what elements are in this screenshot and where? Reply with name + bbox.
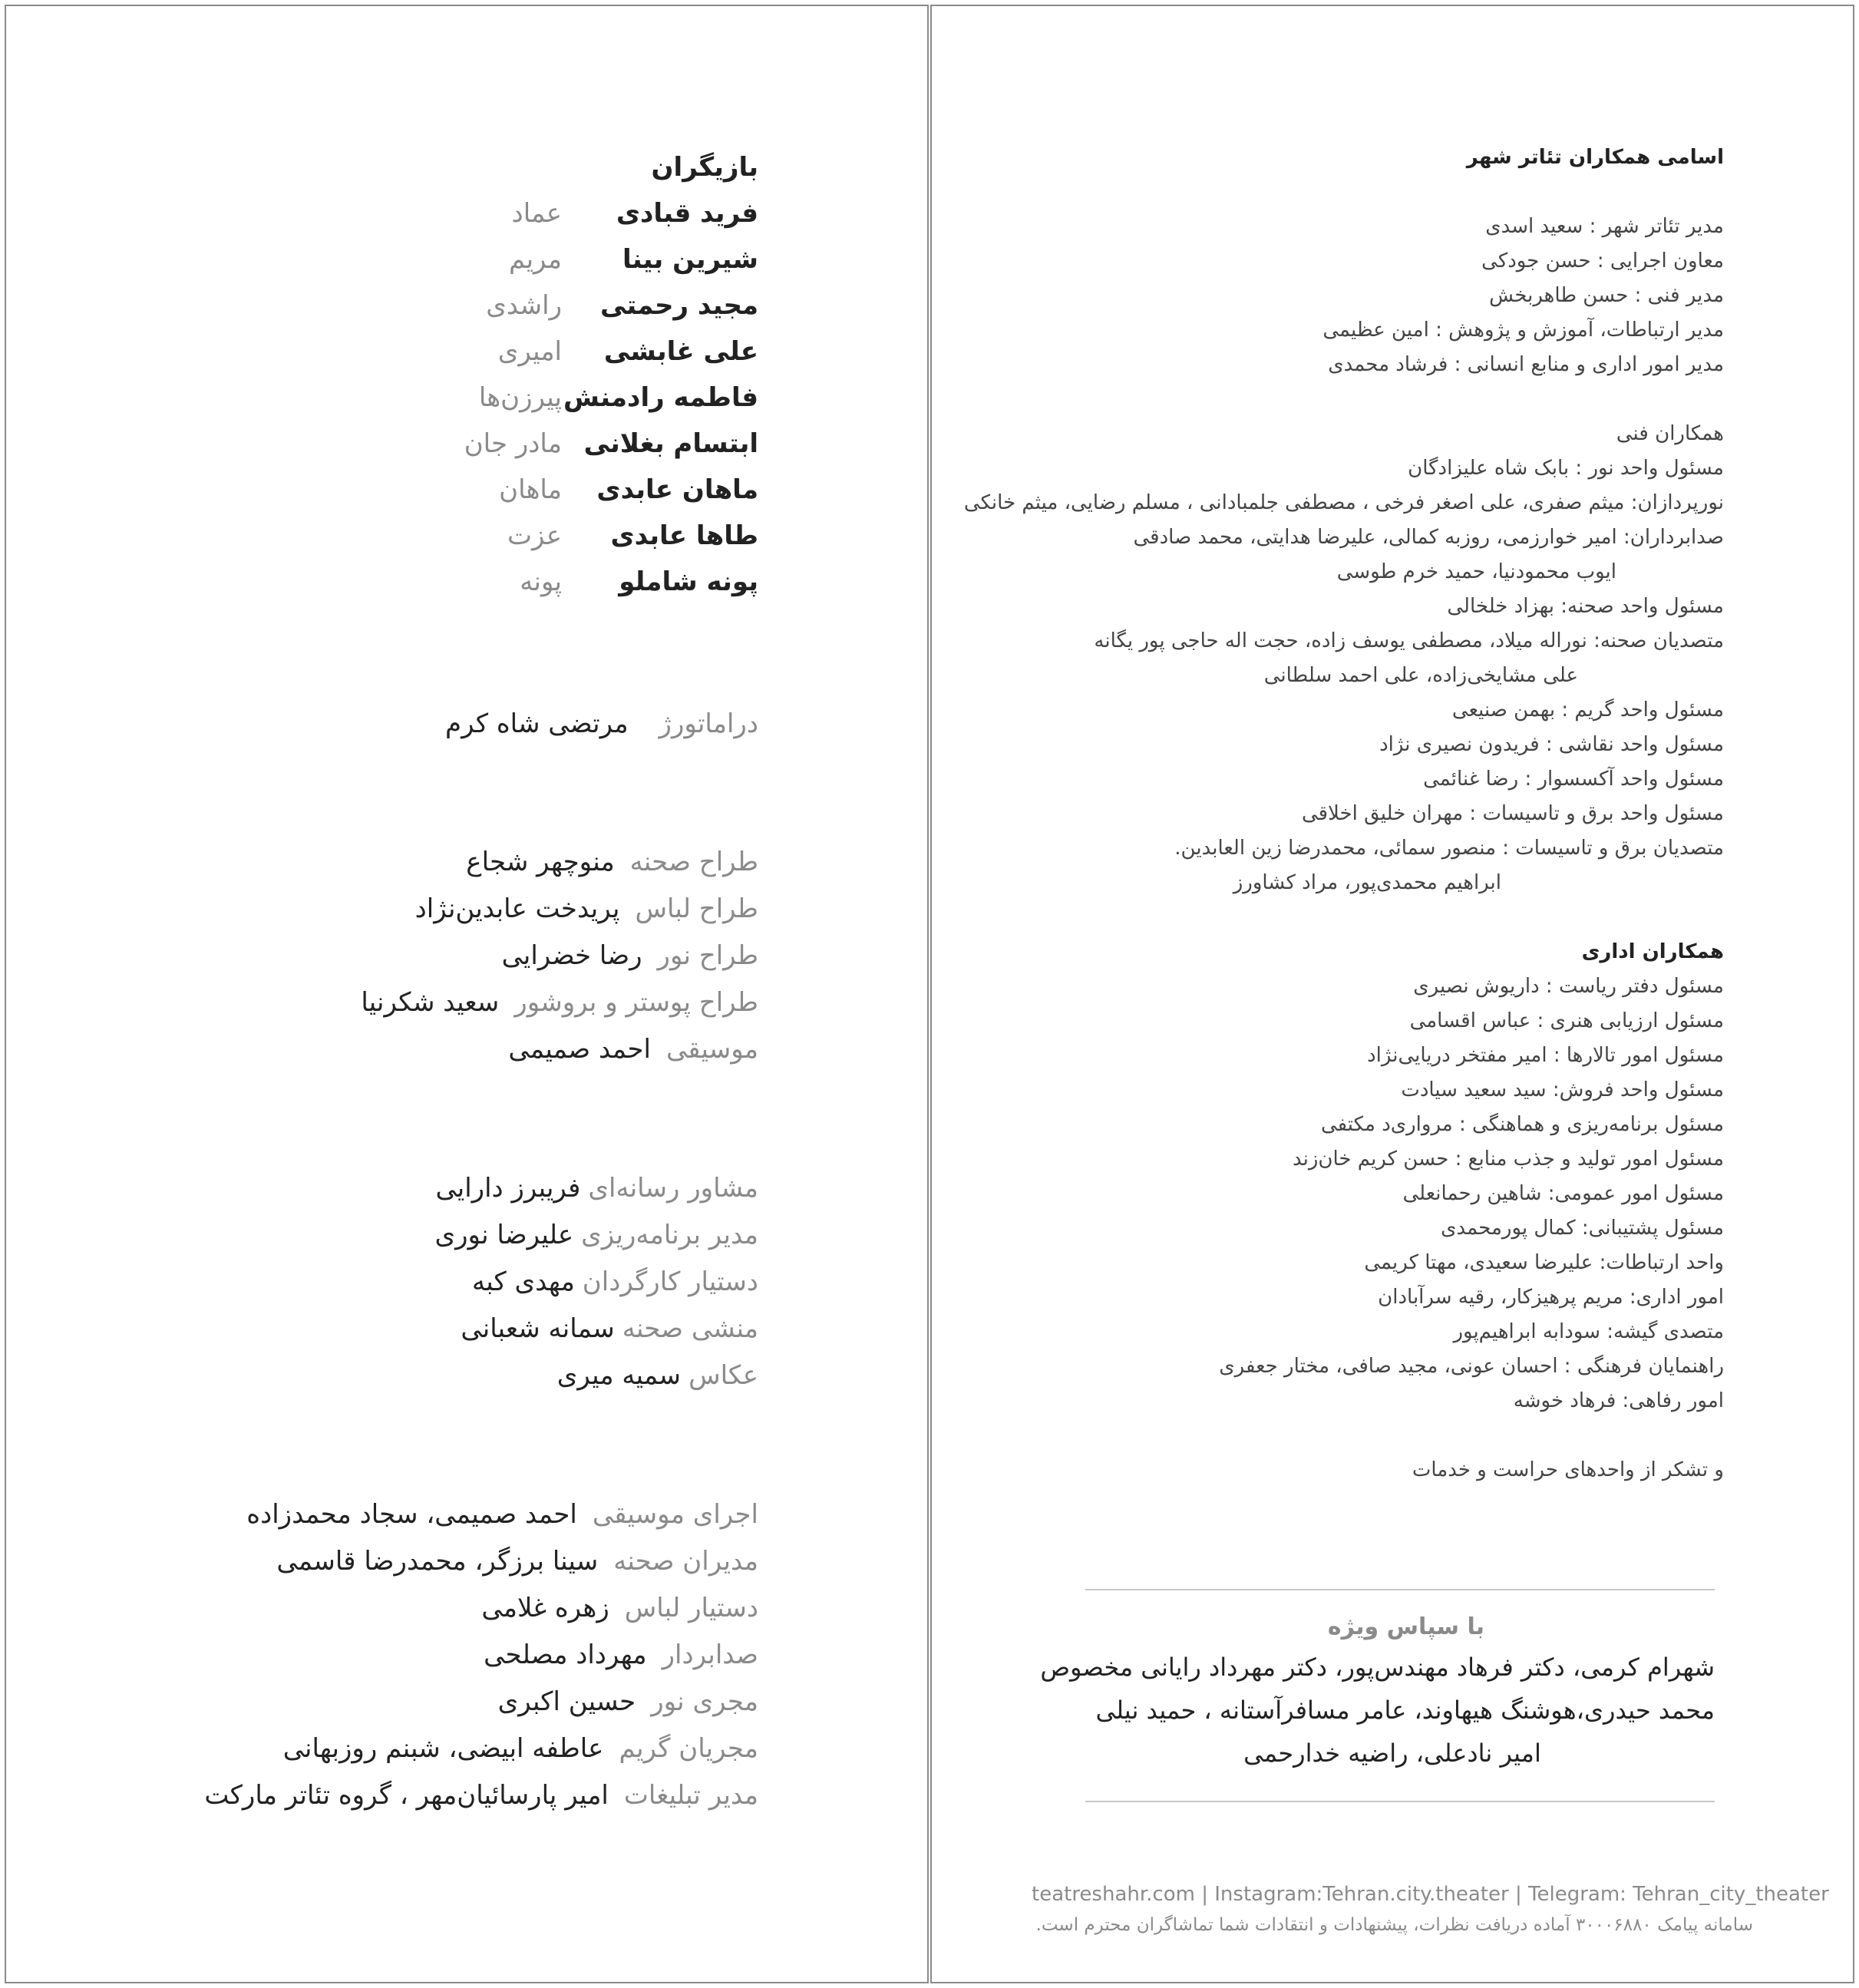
role-name: پیرزن‌ها	[478, 382, 562, 413]
staff-line: واحد ارتباطات: علیرضا سعیدی، مهتا کریمی	[1364, 1251, 1724, 1274]
credit-line	[435, 1306, 759, 1352]
role-name: عماد	[511, 198, 562, 229]
credit-name: احمد صمیمی، سجاد محمدزاده	[246, 1499, 577, 1530]
credit-name: فریبرز دارایی	[435, 1173, 581, 1204]
staff-line: مدیر ارتباطات، آموزش و پژوهش : امین عظیمی	[1322, 319, 1724, 342]
special-thanks-section	[1040, 1609, 1715, 1775]
credit-label: صدابردار	[662, 1640, 758, 1670]
footer-sms-note: سامانه پیامک ۳۰۰۰۶۸۸۰ آماده دریافت نظرات، پیشنهادات و انتقادات شما تماشاگران محترم است.	[1035, 1915, 1753, 1935]
staff-line: مدیر تئاتر شهر : سعید اسدی	[1485, 215, 1724, 238]
actor-name: شیرین بینا	[622, 244, 758, 275]
credit-label: مشاور رسانه‌ای	[588, 1173, 758, 1204]
credit-name: مرتضی شاه کرم	[445, 708, 629, 739]
cast-row	[221, 513, 758, 559]
footer-links: teatreshahr.com | Instagram:Tehran.city.theater | Telegram: Tehran_city_theater	[1032, 1883, 1829, 1906]
cast-heading: بازیگران	[651, 152, 758, 183]
staff-line: صدابرداران: امیر خوارزمی، روزبه کمالی، علیرضا هدایتی، محمد صادقی	[1133, 526, 1724, 549]
credit-label: مدیران صحنه	[613, 1546, 758, 1577]
credit-name: منوچهر شجاع	[466, 847, 615, 877]
thanks-line: امیر نادعلی، راضیه خدارحمی	[1243, 1739, 1541, 1768]
credit-line	[361, 886, 758, 933]
thanks-line: شهرام کرمی، دکتر فرهاد مهندس‌پور، دکتر مهرداد رایانی مخصوص	[1040, 1653, 1715, 1682]
staff-line: مسئول واحد فروش: سید سعید سیادت	[1401, 1078, 1724, 1101]
dramaturg-credit	[445, 701, 758, 748]
staff-line: مسئول دفتر ریاست : داریوش نصیری	[1413, 975, 1724, 998]
credit-name: مهدی کبه	[471, 1266, 575, 1297]
credit-name: سینا برزگر، محمدرضا قاسمی	[276, 1546, 599, 1577]
staff-line: ابراهیم محمدی‌پور، مراد کشاورز	[1233, 871, 1501, 894]
credit-name: سمانه شعبانی	[461, 1313, 615, 1344]
role-name: امیری	[497, 336, 562, 367]
crew-section	[204, 1491, 758, 1819]
credit-label: دستیار کارگردان	[582, 1266, 758, 1297]
credit-label: طراح صحنه	[629, 847, 758, 877]
staff-line: متصدیان صحنه: نوراله میلاد، مصطفی یوسف زاده، حجت اله حاجی پور یگانه	[1094, 629, 1724, 652]
credit-line	[435, 1165, 759, 1212]
actor-name: ابتسام بغلانی	[583, 428, 758, 459]
actor-name: مجید رحمتی	[599, 290, 758, 321]
credit-name: سمیه میری	[556, 1360, 682, 1391]
credit-name: زهره غلامی	[481, 1593, 609, 1623]
actor-name: طاها عابدی	[610, 520, 758, 551]
staff-line: نورپردازان: میثم صفری، علی اصغر فرخی ، مصطفی جلمبادانی ، مسلم رضایی، میثم خانکی	[963, 491, 1724, 514]
staff-line: مسئول پشتیبانی: کمال پورمحمدی	[1441, 1217, 1724, 1240]
staff-line: ایوب محمودنیا، حمید خرم طوسی	[1336, 560, 1616, 583]
staff-line: مسئول واحد نور : بابک شاه علیزادگان	[1408, 457, 1724, 480]
staff-line: مسئول واحد آکسسوار : رضا غنائمی	[1423, 768, 1724, 791]
credit-label: منشی صحنه	[622, 1313, 758, 1344]
credit-name: سعید شکرنیا	[361, 987, 500, 1018]
cast-section	[221, 144, 758, 605]
closing-thanks: و تشکر از واحدهای حراست و خدمات	[1412, 1458, 1724, 1481]
right-page	[930, 5, 1854, 1983]
credit-line	[204, 1679, 758, 1725]
credit-label: دستیار لباس	[624, 1593, 758, 1623]
role-name: ماهان	[499, 474, 562, 505]
divider-top	[1085, 1589, 1715, 1590]
credit-line	[204, 1725, 758, 1772]
staff-line: معاون اجرایی : حسن جودکی	[1481, 249, 1724, 272]
credit-label: اجرای موسیقی	[592, 1499, 758, 1530]
staff-line: امور اداری: مریم پرهیزکار، رقیه سرآبادان	[1378, 1286, 1724, 1309]
staff-line: مسئول برنامه‌ریزی و هماهنگی : مرواری‌د مکتفی	[1320, 1113, 1724, 1136]
credit-label: طراح پوستر و بروشور	[514, 987, 758, 1018]
credit-line	[361, 979, 758, 1026]
actor-name: علی غابشی	[603, 336, 758, 367]
staff-line: متصدی گیشه: سودابه ابراهیم‌پور	[1453, 1320, 1724, 1343]
role-name: پونه	[520, 566, 562, 597]
staff-line: مسئول ارزیابی هنری : عباس اقسامی	[1409, 1009, 1724, 1032]
role-name: مادر جان	[464, 428, 562, 459]
credit-line	[204, 1585, 758, 1632]
credit-line	[435, 1259, 759, 1306]
staff-line: علی مشایخی‌زاده، علی احمد سلطانی	[1263, 664, 1578, 687]
credit-label: مجریان گریم	[619, 1733, 758, 1764]
staff-line: مسئول امور عمومی: شاهین رحمانعلی	[1402, 1182, 1724, 1205]
credit-line	[435, 1352, 759, 1399]
staff-line: متصدیان برق و تاسیسات : منصور سمائی، محمدرضا زین العابدین.	[1174, 837, 1724, 860]
advisors-section	[435, 1165, 759, 1399]
credit-line	[204, 1632, 758, 1679]
thanks-title: با سپاس ویژه	[1327, 1613, 1484, 1640]
staff-line: مسئول واحد نقاشی : فریدون نصیری نژاد	[1379, 733, 1724, 756]
cast-row	[221, 329, 758, 375]
credit-name: احمد صمیمی	[508, 1034, 651, 1065]
credit-line	[361, 839, 758, 886]
admin-heading: همکاران اداری	[1581, 940, 1724, 963]
technical-heading: همکاران فنی	[1616, 422, 1724, 445]
credit-name: رضا خضرایی	[501, 940, 642, 971]
credit-line	[435, 1212, 759, 1259]
cast-row	[221, 236, 758, 282]
credit-label: مدیر برنامه‌ریزی	[581, 1220, 758, 1250]
credit-name: حسین اکبری	[497, 1686, 636, 1717]
staff-line: مدیر امور اداری و منابع انسانی : فرشاد محمدی	[1328, 353, 1724, 376]
credit-label: دراماتورژ	[659, 708, 758, 739]
credit-label: موسیقی	[665, 1034, 758, 1065]
role-name: عزت	[507, 520, 562, 551]
thanks-line: محمد حیدری،هوشنگ هیهاوند، عامر مسافرآستانه ، حمید نیلی	[1095, 1696, 1715, 1725]
credit-label: طراح لباس	[635, 893, 758, 924]
credit-label: طراح نور	[657, 940, 758, 971]
staff-line: مدیر فنی : حسن طاهربخش	[1489, 284, 1724, 307]
role-name: راشدی	[486, 290, 562, 321]
staff-line: مسئول واحد گریم : بهمن صنیعی	[1451, 698, 1724, 722]
cast-row	[221, 375, 758, 421]
role-name: مریم	[508, 244, 562, 275]
credit-line	[204, 1491, 758, 1538]
cast-row	[221, 559, 758, 605]
staff-line: مسئول امور تولید و جذب منابع : حسن کریم خان‌زند	[1292, 1148, 1724, 1171]
credit-name: امیر پارسائیان‌مهر ، گروه تئاتر مارکت	[204, 1780, 609, 1811]
actor-name: فاطمه رادمنش	[563, 382, 758, 413]
credit-line	[361, 1026, 758, 1073]
actor-name: فرید قبادی	[616, 198, 758, 229]
credit-label: عکاس	[688, 1360, 758, 1391]
cast-row	[221, 421, 758, 467]
credit-name: پریدخت عابدین‌نژاد	[414, 893, 620, 924]
staff-line: مسئول واحد صحنه: بهزاد خلخالی	[1447, 595, 1724, 618]
staff-line: امور رفاهی: فرهاد خوشه	[1513, 1389, 1724, 1412]
credit-name: مهرداد مصلحی	[484, 1640, 647, 1670]
credit-label: مجری نور	[651, 1686, 758, 1717]
credit-label: مدیر تبلیغات	[623, 1780, 758, 1811]
staff-heading: اسامی همکاران تئاتر شهر	[1466, 146, 1724, 169]
cast-row	[221, 467, 758, 513]
credit-name: علیرضا نوری	[434, 1220, 574, 1250]
actor-name: پونه شاملو	[619, 566, 758, 597]
credit-name: عاطفه ابیضی، شبنم روزبهانی	[282, 1733, 604, 1764]
credit-line	[204, 1772, 758, 1819]
staff-line: راهنمایان فرهنگی : احسان عونی، مجید صافی، مختار جعفری	[1219, 1355, 1724, 1378]
theater-staff-section	[880, 140, 1724, 1488]
actor-name: ماهان عابدی	[596, 474, 758, 505]
staff-line: مسئول واحد برق و تاسیسات : مهران خلیق اخلاقی	[1301, 802, 1724, 825]
credit-line	[361, 933, 758, 979]
left-page	[5, 5, 929, 1983]
credit-line	[204, 1538, 758, 1585]
divider-bottom	[1085, 1801, 1715, 1802]
staff-line: مسئول امور تالارها : امیر مفتخر دریایی‌نژاد	[1367, 1044, 1724, 1067]
cast-row	[221, 190, 758, 236]
designers-section	[361, 839, 758, 1073]
cast-row	[221, 282, 758, 329]
